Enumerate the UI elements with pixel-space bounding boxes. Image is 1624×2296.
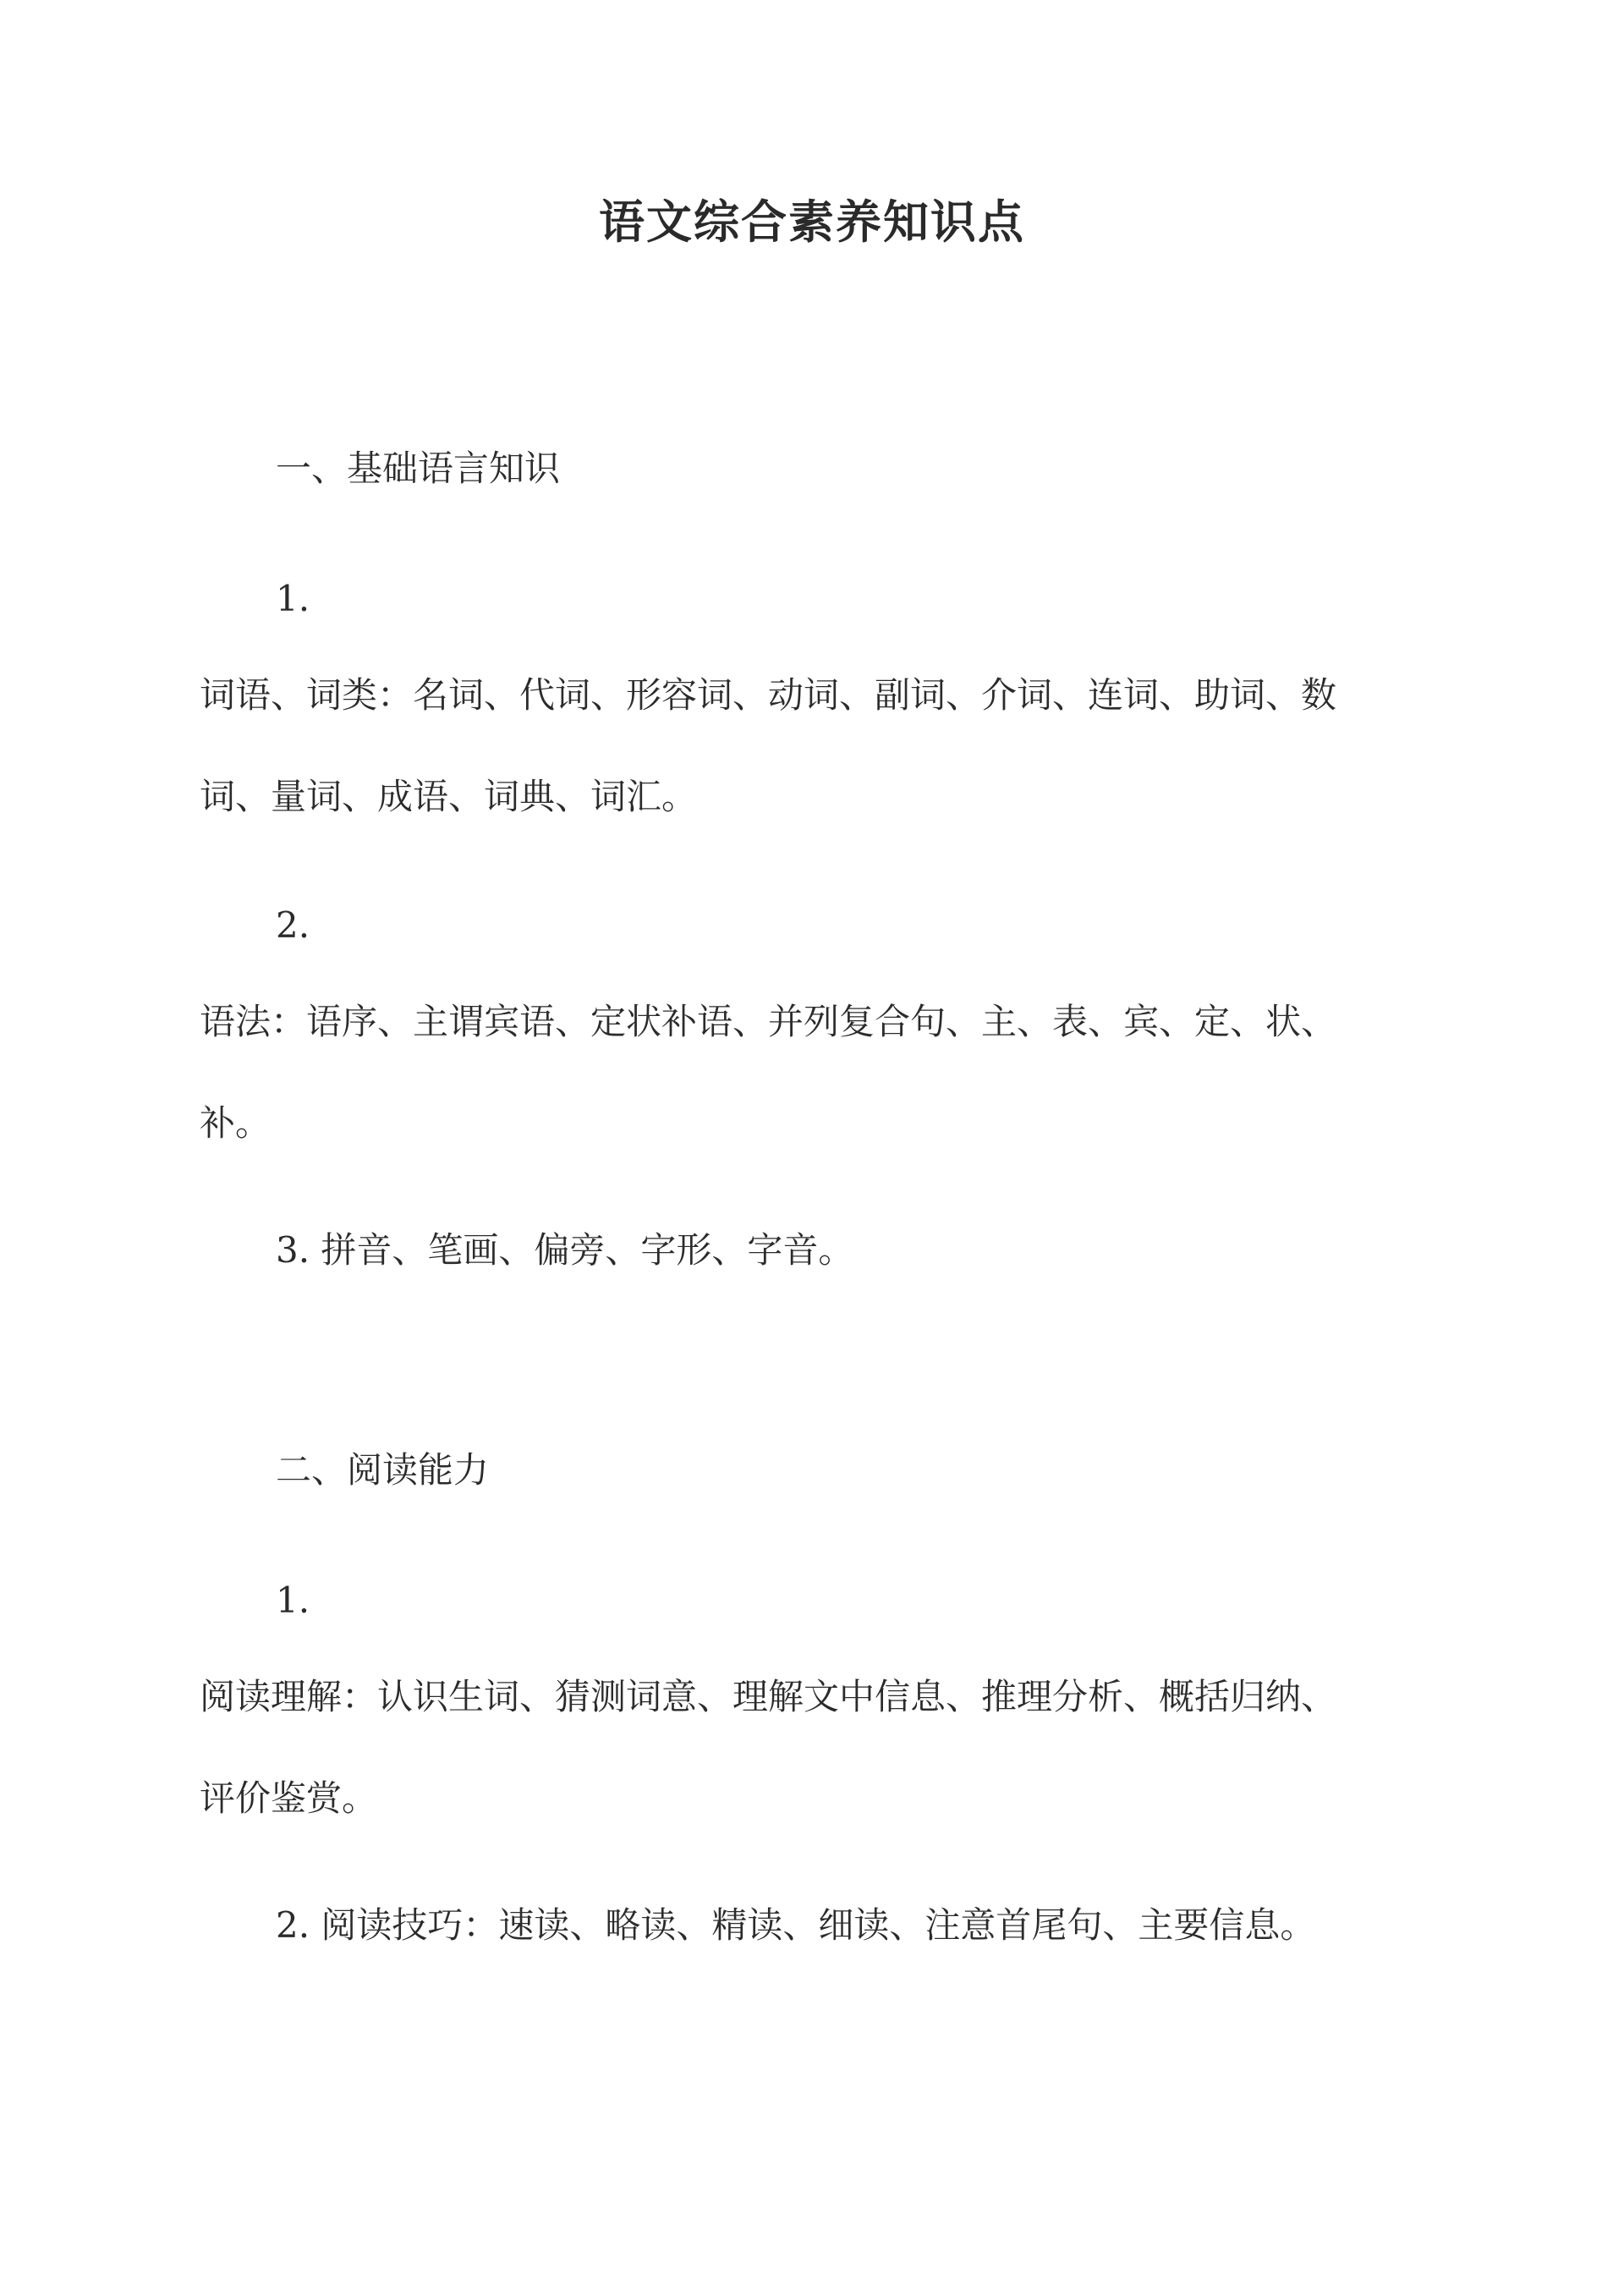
paragraph-line: 2. 阅读技巧：速读、略读、精读、细读、注意首尾句、主要信息。 [276,1904,1316,1946]
paragraph-line: 阅读理解：认识生词、猜测词意、理解文中信息、推理分析、概括归纳、 [200,1676,1337,1717]
paragraph-line: 补。 [200,1102,272,1144]
paragraph-line: 3. 拼音、笔画、偏旁、字形、字音。 [276,1229,854,1271]
paragraph-line: 词、量词、成语、词典、词汇。 [200,776,698,817]
list-number: 2. [276,904,310,946]
paragraph-line: 评价鉴赏。 [200,1777,378,1819]
section-heading-basic-language: 一、基础语言知识 [276,448,561,489]
paragraph-line: 语法：语序、主谓宾语、定状补语、并列复合句、主、表、宾、定、状、 [200,1001,1337,1042]
page-title: 语文综合素养知识点 [599,195,1025,249]
list-number: 1. [276,1579,310,1621]
section-heading-reading: 二、阅读能力 [276,1449,490,1491]
list-number: 1. [276,578,310,619]
paragraph-line: 词语、词类：名词、代词、形容词、动词、副词、介词、连词、助词、数 [200,674,1337,716]
